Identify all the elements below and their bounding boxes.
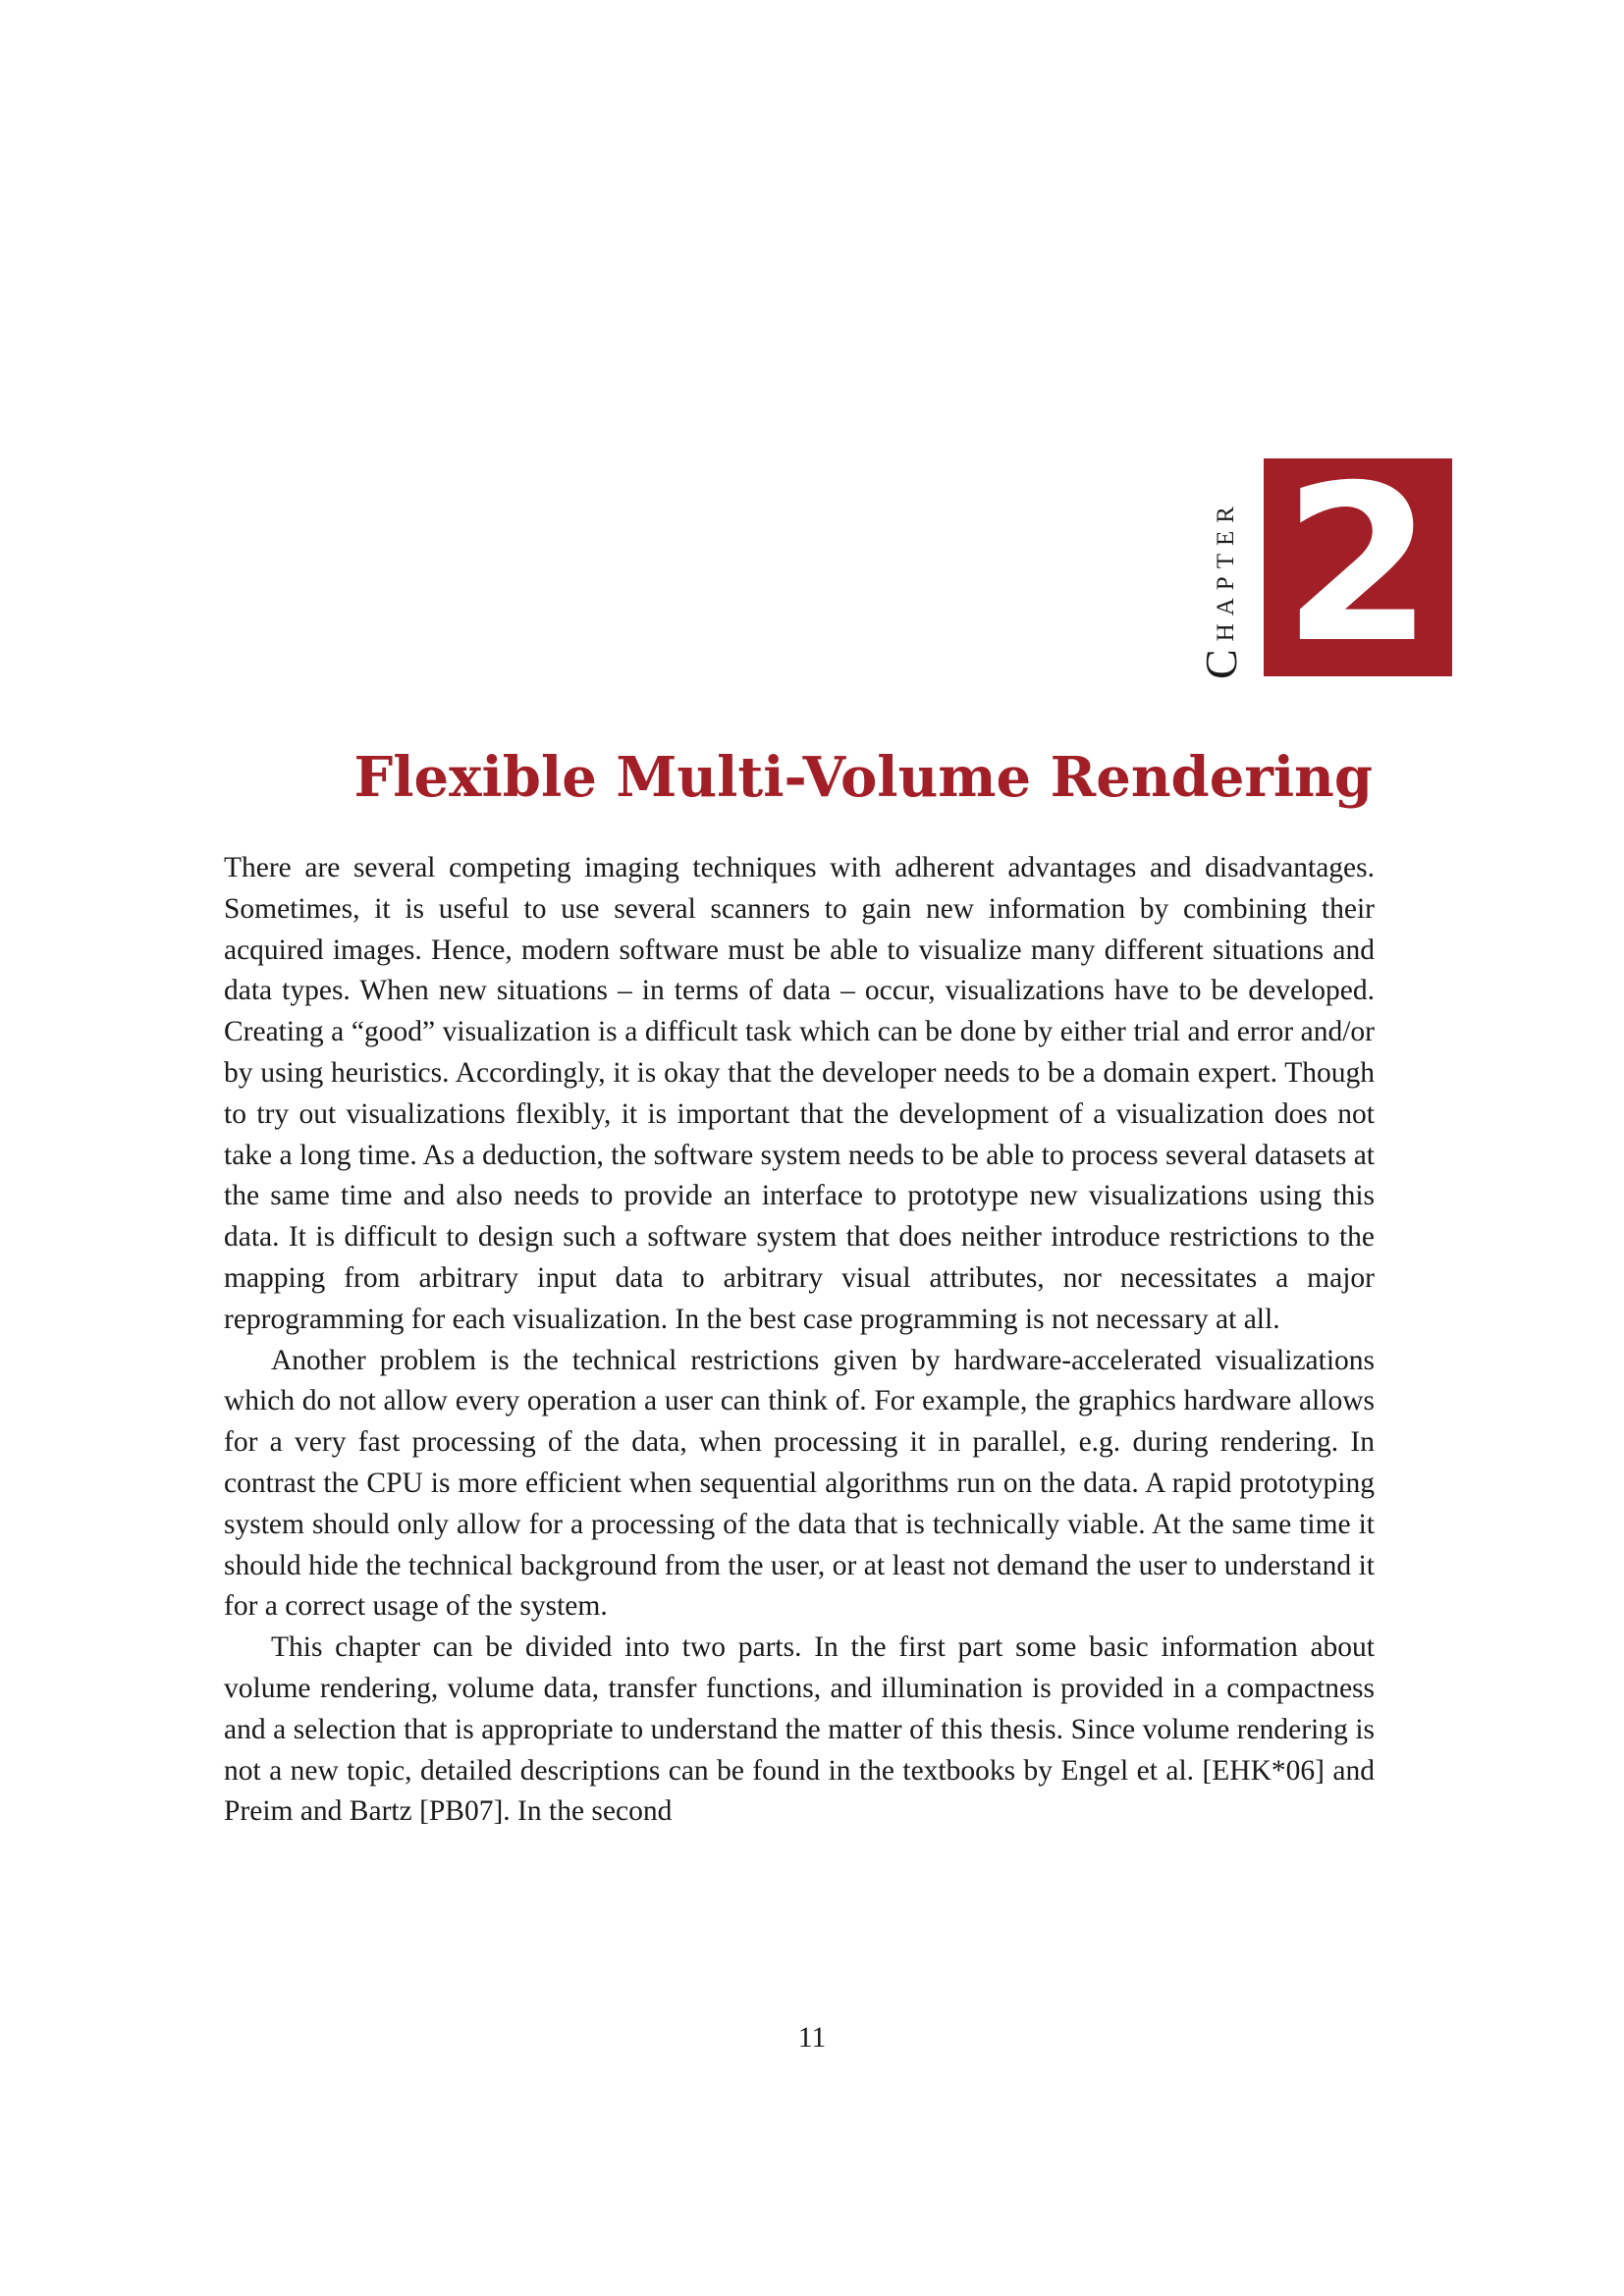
paragraph: This chapter can be divided into two parts. In the first part some basic information about volume rendering, volume data, transfer functions, and illumination is provided in a compactness and a selection that is appropriate to understand the matter of this thesis. Since volume rendering is not a new topic, detailed descriptions can be found in the textbooks by Engel et al. [EHK*06] and Preim and Bartz [PB07]. In the second — [224, 1631, 1375, 1828]
page-number: 11 — [797, 2022, 827, 2054]
body-text — [224, 848, 1375, 1833]
chapter-label — [1196, 454, 1247, 679]
chapter-label-initial: C — [1196, 641, 1246, 679]
chapter-label-rest: hapter — [1202, 499, 1241, 642]
chapter-title: Flexible Multi-Volume Rendering — [353, 745, 1373, 810]
paragraph: There are several competing imaging techniques with adherent advantages and disadvantages. Sometimes, it is useful to use several scanners to gain new information by combining their acquired images. Hence, modern software must be able to visualize many different situations and data types. When new situations – in terms of data – occur, visualizations have to be developed. Creating a “good” visualization is a difficult task which can be done by either trial and error and/or by using heuristics. Accordingly, it is okay that the developer needs to be a domain expert. Though to try out visualizations flexibly, it is important that the development of a visualization does not take a long time. As a deduction, the software system needs to be able to process several datasets at the same time and also needs to provide an interface to prototype new visualizations using this data. It is difficult to design such a software system that does neither introduce restrictions to the mapping from arbitrary input data to arbitrary visual attributes, nor necessitates a major reprogramming for each visualization. In the best case programming is not necessary at all. — [224, 852, 1375, 1335]
chapter-number-box — [1264, 439, 1452, 690]
paragraph: Another problem is the technical restrictions given by hardware-accelerated visualizations which do not allow every operation a user can think of. For example, the graphics hardware allows for a very fast processing of the data, when processing it in parallel, e.g. during rendering. In contrast the CPU is more efficient when sequential algorithms run on the data. A rapid prototyping system should only allow for a processing of the data that is technically viable. At the same time it should hide the technical background from the user, or at least not demand the user to understand it for a correct usage of the system. — [224, 1344, 1375, 1623]
chapter-number: 2 — [1282, 439, 1434, 690]
